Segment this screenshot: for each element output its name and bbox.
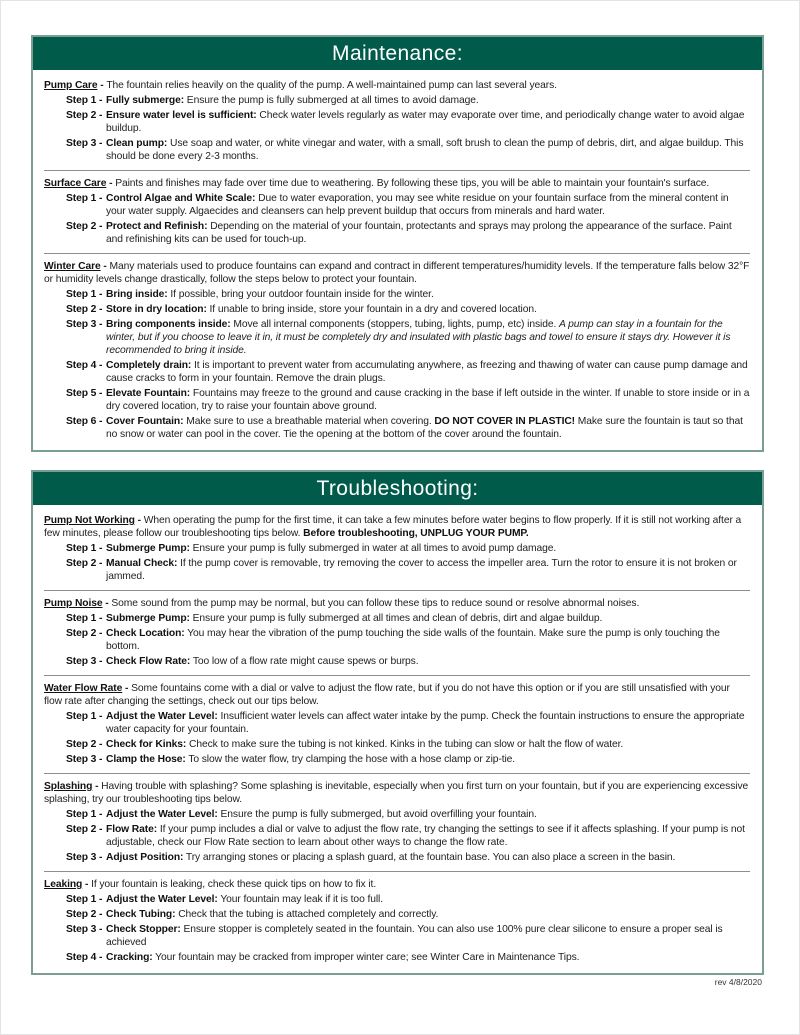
text-segment: Having trouble with splashing? Some splashing is inevitable, especially when you first turn on your fountain, but if you are experiencing excessive splashing, try our troubleshooting tips below.	[44, 781, 749, 805]
step-row	[44, 808, 750, 821]
section-winter-care	[44, 260, 750, 441]
step-body	[106, 893, 750, 906]
step-number: Step 3 -	[66, 852, 103, 863]
step-body	[106, 387, 750, 413]
section-heading: Leaking	[44, 879, 83, 890]
section-pump-not-working	[44, 514, 750, 583]
step-body	[106, 220, 750, 246]
step-number: Step 2 -	[66, 824, 103, 835]
section-water-flow-rate	[44, 682, 750, 766]
step-number: Step 2 -	[66, 221, 103, 232]
step-row	[44, 109, 750, 135]
section-surface-care	[44, 177, 750, 246]
step-number: Step 1 -	[66, 711, 103, 722]
text-segment: You may hear the vibration of the pump touching the side walls of the fountain. Make sure the pump is only touching the bottom.	[106, 628, 720, 652]
heading-separator: -	[97, 80, 107, 91]
step-label: Cracking:	[106, 952, 153, 963]
section-intro	[44, 260, 750, 286]
step-label: Check Tubing:	[106, 909, 176, 920]
step-body	[106, 303, 750, 316]
text-segment: Before troubleshooting, UNPLUG YOUR PUMP.	[303, 528, 529, 539]
troubleshooting-content	[33, 505, 762, 973]
step-row	[44, 415, 750, 441]
text-segment: A pump can stay in a fountain for the winter, but if you choose to leave it in, it must be completely dry and insulated with plastic bags and towel to ensure it stays dry. However it is recommended to bring it inside.	[106, 319, 731, 356]
section-divider	[44, 590, 750, 591]
step-body	[106, 612, 750, 625]
step-number: Step 4 -	[66, 952, 103, 963]
maintenance-title: Maintenance:	[33, 37, 762, 70]
heading-separator: -	[102, 598, 112, 609]
step-row	[44, 655, 750, 668]
step-body	[106, 908, 750, 921]
step-label: Fully submerge:	[106, 95, 185, 106]
troubleshooting-title: Troubleshooting:	[33, 472, 762, 505]
step-body	[106, 318, 750, 357]
text-segment: Check that the tubing is attached completely and correctly.	[178, 909, 439, 920]
step-body	[106, 137, 750, 163]
step-number: Step 3 -	[66, 924, 103, 935]
step-number: Step 3 -	[66, 138, 103, 149]
step-row	[44, 318, 750, 357]
section-divider	[44, 675, 750, 676]
section-intro	[44, 597, 750, 610]
step-row	[44, 738, 750, 751]
text-segment: Some sound from the pump may be normal, but you can follow these tips to reduce sound or resolve abnormal noises.	[111, 598, 640, 609]
step-row	[44, 893, 750, 906]
section-divider	[44, 170, 750, 171]
step-body	[106, 557, 750, 583]
step-label: Check Flow Rate:	[106, 656, 191, 667]
text-segment: It is important to prevent water from accumulating anywhere, as freezing and thawing of water can cause pump damage and cause cracks to form in your fountain. Remove the drain plugs.	[106, 360, 748, 384]
text-segment: Ensure the pump is fully submerged at all times to avoid damage.	[186, 95, 479, 106]
revision-note: rev 4/8/2020	[714, 977, 762, 987]
heading-separator: -	[134, 515, 144, 526]
step-number: Step 2 -	[66, 909, 103, 920]
step-label: Adjust the Water Level:	[106, 894, 218, 905]
maintenance-box	[31, 35, 764, 452]
step-label: Completely drain:	[106, 360, 192, 371]
heading-separator: -	[106, 178, 116, 189]
step-row	[44, 542, 750, 555]
step-body	[106, 753, 750, 766]
step-label: Store in dry location:	[106, 304, 207, 315]
step-label: Elevate Fountain:	[106, 388, 191, 399]
section-divider	[44, 253, 750, 254]
step-number: Step 3 -	[66, 319, 103, 330]
step-body	[106, 951, 750, 964]
text-segment: Some fountains come with a dial or valve to adjust the flow rate, but if you do not have this option or if you are still unsatisfied with your flow rate after changing the settings, check out our tips below.	[44, 683, 730, 707]
section-intro	[44, 780, 750, 806]
step-row	[44, 220, 750, 246]
step-row	[44, 137, 750, 163]
step-body	[106, 542, 750, 555]
step-label: Submerge Pump:	[106, 613, 190, 624]
text-segment: If your pump includes a dial or valve to adjust the flow rate, try changing the settings to see if it affects splashing. If your pump is not adjustable, check our Flow Rate section to learn about other ways to change the flow rate.	[106, 824, 745, 848]
step-row	[44, 851, 750, 864]
step-label: Protect and Refinish:	[106, 221, 208, 232]
step-row	[44, 923, 750, 949]
step-number: Step 3 -	[66, 656, 103, 667]
step-label: Adjust the Water Level:	[106, 809, 218, 820]
text-segment: The fountain relies heavily on the quality of the pump. A well-maintained pump can last several years.	[106, 80, 557, 91]
step-body	[106, 627, 750, 653]
text-segment: To slow the water flow, try clamping the hose with a hose clamp or zip-tie.	[188, 754, 516, 765]
text-segment: Depending on the material of your fountain, protectants and sprays may prolong the appearance of the surface. Paint and refinishing kits can be used for touch-up.	[106, 221, 732, 245]
section-heading: Pump Care	[44, 80, 98, 91]
step-row	[44, 710, 750, 736]
step-number: Step 1 -	[66, 809, 103, 820]
step-body	[106, 288, 750, 301]
text-segment: Use soap and water, or white vinegar and water, with a small, soft brush to clean the pump of debris, dirt, and algae buildup. This should be done every 2-3 months.	[106, 138, 744, 162]
step-number: Step 1 -	[66, 289, 103, 300]
step-row	[44, 612, 750, 625]
section-pump-noise	[44, 597, 750, 668]
text-segment: Ensure the pump is fully submerged, but avoid overfilling your fountain.	[220, 809, 537, 820]
text-segment: Ensure your pump is fully submerged in water at all times to avoid pump damage.	[192, 543, 557, 554]
text-segment: When operating the pump for the first time, it can take a few minutes before water begins to flow properly. If it is still not working after a few minutes, please follow our troubleshooting tips below.	[44, 515, 742, 539]
step-number: Step 2 -	[66, 304, 103, 315]
section-divider	[44, 871, 750, 872]
section-pump-care	[44, 79, 750, 163]
section-intro	[44, 177, 750, 190]
step-row	[44, 753, 750, 766]
text-segment: Ensure stopper is completely seated in the fountain. You can also use 100% pure clear silicone to ensure a proper seal is achieved	[106, 924, 723, 948]
step-number: Step 2 -	[66, 628, 103, 639]
section-leaking	[44, 878, 750, 964]
step-label: Bring components inside:	[106, 319, 231, 330]
heading-separator: -	[82, 879, 92, 890]
step-number: Step 2 -	[66, 110, 103, 121]
step-label: Adjust Position:	[106, 852, 184, 863]
text-segment: Your fountain may leak if it is too full.	[220, 894, 383, 905]
text-segment: If possible, bring your outdoor fountain inside for the winter.	[170, 289, 434, 300]
step-number: Step 6 -	[66, 416, 103, 427]
section-splashing	[44, 780, 750, 864]
text-segment: Insufficient water levels can affect water intake by the pump. Check the fountain instructions to ensure the appropriate water capacity for your fountain.	[106, 711, 745, 735]
step-row	[44, 951, 750, 964]
text-segment: Too low of a flow rate might cause spews or burps.	[192, 656, 419, 667]
step-row	[44, 908, 750, 921]
text-segment: Your fountain may be cracked from improper winter care; see Winter Care in Maintenance Tips.	[155, 952, 580, 963]
step-body	[106, 655, 750, 668]
heading-separator: -	[100, 261, 110, 272]
step-label: Clamp the Hose:	[106, 754, 186, 765]
step-label: Check Stopper:	[106, 924, 181, 935]
step-body	[106, 710, 750, 736]
step-label: Submerge Pump:	[106, 543, 190, 554]
step-row	[44, 359, 750, 385]
section-heading: Winter Care	[44, 261, 101, 272]
step-number: Step 2 -	[66, 558, 103, 569]
text-segment: Due to water evaporation, you may see white residue on your fountain surface from the mineral content in your water supply. Algaecides and cleansers can help prevent buildup that occurs from minerals and hard water.	[106, 193, 729, 217]
step-label: Bring inside:	[106, 289, 168, 300]
text-segment: If unable to bring inside, store your fountain in a dry and covered location.	[209, 304, 537, 315]
step-label: Check for Kinks:	[106, 739, 187, 750]
text-segment: Move all internal components (stoppers, tubing, lights, pump, etc) inside.	[233, 319, 559, 330]
step-body	[106, 192, 750, 218]
section-heading: Pump Noise	[44, 598, 103, 609]
heading-separator: -	[92, 781, 102, 792]
step-number: Step 3 -	[66, 754, 103, 765]
step-body	[106, 808, 750, 821]
step-label: Check Location:	[106, 628, 185, 639]
step-number: Step 5 -	[66, 388, 103, 399]
text-segment: If the pump cover is removable, try removing the cover to access the impeller area. Turn the rotor to ensure it is not broken or jammed.	[106, 558, 737, 582]
step-number: Step 1 -	[66, 543, 103, 554]
step-label: Cover Fountain:	[106, 416, 184, 427]
step-row	[44, 627, 750, 653]
section-intro	[44, 79, 750, 92]
section-intro	[44, 514, 750, 540]
step-body	[106, 94, 750, 107]
step-number: Step 1 -	[66, 95, 103, 106]
step-row	[44, 823, 750, 849]
text-segment: DO NOT COVER IN PLASTIC!	[434, 416, 576, 427]
text-segment: Make sure to use a breathable material when covering.	[186, 416, 435, 427]
section-heading: Water Flow Rate	[44, 683, 123, 694]
text-segment: Paints and finishes may fade over time due to weathering. By following these tips, you will be able to maintain your fountain's surface.	[115, 178, 710, 189]
step-label: Adjust the Water Level:	[106, 711, 218, 722]
section-divider	[44, 773, 750, 774]
step-body	[106, 109, 750, 135]
text-segment: Try arranging stones or placing a splash guard, at the fountain base. You can also place a screen in the basin.	[185, 852, 676, 863]
step-row	[44, 192, 750, 218]
step-number: Step 1 -	[66, 193, 103, 204]
step-row	[44, 303, 750, 316]
text-segment: Many materials used to produce fountains can expand and contract in different temperatures/humidity levels. If the temperature falls below 32°F or humidity levels change drastically, follow the steps below to protect your fountain.	[44, 261, 750, 285]
step-number: Step 1 -	[66, 894, 103, 905]
step-body	[106, 359, 750, 385]
section-heading: Splashing	[44, 781, 93, 792]
step-row	[44, 387, 750, 413]
step-number: Step 4 -	[66, 360, 103, 371]
text-segment: Check to make sure the tubing is not kinked. Kinks in the tubing can slow or halt the flow of water.	[189, 739, 624, 750]
step-body	[106, 415, 750, 441]
step-row	[44, 288, 750, 301]
section-heading: Pump Not Working	[44, 515, 135, 526]
section-intro	[44, 682, 750, 708]
step-label: Manual Check:	[106, 558, 178, 569]
step-row	[44, 557, 750, 583]
step-label: Clean pump:	[106, 138, 168, 149]
step-label: Flow Rate:	[106, 824, 158, 835]
text-segment: If your fountain is leaking, check these quick tips on how to fix it.	[91, 879, 377, 890]
step-body	[106, 823, 750, 849]
troubleshooting-box	[31, 470, 764, 975]
text-segment: Fountains may freeze to the ground and cause cracking in the base if left outside in the winter. If unable to store inside or in a dry covered location, try to raise your fountain above ground.	[106, 388, 750, 412]
step-number: Step 2 -	[66, 739, 103, 750]
heading-separator: -	[122, 683, 132, 694]
text-segment: Check water levels regularly as water may evaporate over time, and periodically change water to avoid algae buildup.	[106, 110, 745, 134]
step-body	[106, 851, 750, 864]
step-number: Step 1 -	[66, 613, 103, 624]
step-label: Control Algae and White Scale:	[106, 193, 256, 204]
section-intro	[44, 878, 750, 891]
step-body	[106, 923, 750, 949]
step-row	[44, 94, 750, 107]
step-body	[106, 738, 750, 751]
step-label: Ensure water level is sufficient:	[106, 110, 257, 121]
section-heading: Surface Care	[44, 178, 107, 189]
text-segment: Make sure the fountain is taut so that no snow or water can pool in the cover. Tie the opening at the bottom of the cover around the fountain.	[106, 416, 743, 440]
text-segment: Ensure your pump is fully submerged at all times and clean of debris, dirt and algae buildup.	[192, 613, 603, 624]
maintenance-content	[33, 70, 762, 450]
